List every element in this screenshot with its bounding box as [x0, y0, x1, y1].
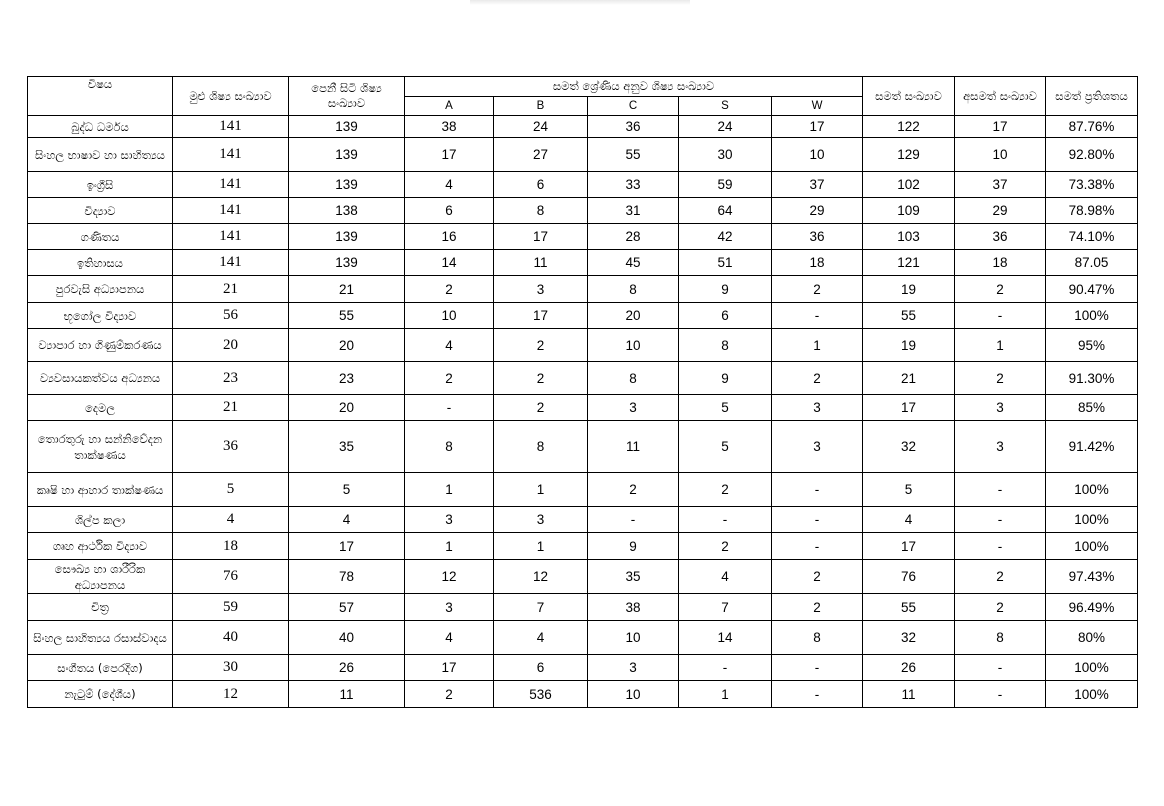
- cell-grade-w: 8: [772, 621, 863, 655]
- cell-total-students: 5: [173, 473, 289, 507]
- cell-pass-percentage: 87.05: [1046, 250, 1138, 276]
- header-fail-count: අසමත් සංඛ්‍යාව: [955, 77, 1046, 116]
- cell-sat-students: 78: [289, 560, 405, 594]
- cell-pass-count: 76: [863, 560, 955, 594]
- cell-grade-w: -: [772, 533, 863, 560]
- table-row: [28, 172, 1138, 198]
- cell-grade-s: 5: [679, 421, 772, 473]
- cell-subject: සෞඛ්‍ය හා ශාරීරික අධ්‍යාපනය: [28, 560, 173, 594]
- cell-subject: නැටුම් (දේශීය): [28, 681, 173, 708]
- header-grade-a: A: [405, 97, 494, 116]
- cell-sat-students: 139: [289, 172, 405, 198]
- cell-fail-count: -: [955, 507, 1046, 533]
- cell-grade-w: 3: [772, 421, 863, 473]
- cell-total-students: 141: [173, 138, 289, 172]
- cell-fail-count: -: [955, 533, 1046, 560]
- cell-pass-count: 26: [863, 655, 955, 681]
- cell-total-students: 141: [173, 224, 289, 250]
- cell-grade-s: 2: [679, 533, 772, 560]
- cell-pass-count: 103: [863, 224, 955, 250]
- cell-pass-count: 19: [863, 276, 955, 303]
- cell-grade-c: 2: [588, 473, 679, 507]
- cell-grade-b: 536: [494, 681, 588, 708]
- cell-grade-w: 17: [772, 116, 863, 138]
- header-grade-w: W: [772, 97, 863, 116]
- cell-subject: සිංහල සාහිත්‍යය රසාස්වාදය: [28, 621, 173, 655]
- cell-sat-students: 11: [289, 681, 405, 708]
- cell-pass-count: 55: [863, 303, 955, 329]
- cell-sat-students: 23: [289, 362, 405, 395]
- table-row: [28, 250, 1138, 276]
- header-subject: විෂය: [28, 77, 173, 116]
- cell-grade-b: 8: [494, 198, 588, 224]
- cell-pass-percentage: 92.80%: [1046, 138, 1138, 172]
- cell-pass-percentage: 95%: [1046, 329, 1138, 362]
- cell-total-students: 56: [173, 303, 289, 329]
- cell-pass-count: 129: [863, 138, 955, 172]
- table-row: [28, 507, 1138, 533]
- cell-subject: ඉංග්‍රීසි: [28, 172, 173, 198]
- cell-grade-b: 4: [494, 621, 588, 655]
- cell-fail-count: -: [955, 655, 1046, 681]
- cell-sat-students: 139: [289, 138, 405, 172]
- cell-grade-a: 16: [405, 224, 494, 250]
- cell-pass-percentage: 100%: [1046, 303, 1138, 329]
- cell-grade-a: 2: [405, 681, 494, 708]
- cell-grade-c: 9: [588, 533, 679, 560]
- cell-grade-b: 3: [494, 276, 588, 303]
- cell-grade-a: 8: [405, 421, 494, 473]
- cell-pass-percentage: 100%: [1046, 655, 1138, 681]
- cell-grade-s: 9: [679, 276, 772, 303]
- cell-subject: ගෘහ ආර්ථික විද්‍යාව: [28, 533, 173, 560]
- cell-fail-count: 29: [955, 198, 1046, 224]
- cell-grade-c: 45: [588, 250, 679, 276]
- cell-grade-s: 59: [679, 172, 772, 198]
- table-row: [28, 681, 1138, 708]
- cell-grade-b: 2: [494, 362, 588, 395]
- cell-grade-w: 2: [772, 560, 863, 594]
- cell-subject: සිංහල භාෂාව හා සාහිත්‍යය: [28, 138, 173, 172]
- header-grade-s: S: [679, 97, 772, 116]
- cell-total-students: 40: [173, 621, 289, 655]
- cell-grade-s: 9: [679, 362, 772, 395]
- cell-grade-a: 17: [405, 655, 494, 681]
- table-row: [28, 421, 1138, 473]
- cell-grade-a: 6: [405, 198, 494, 224]
- cell-grade-s: 14: [679, 621, 772, 655]
- cell-sat-students: 20: [289, 395, 405, 421]
- cell-pass-percentage: 87.76%: [1046, 116, 1138, 138]
- cell-grade-c: 28: [588, 224, 679, 250]
- cell-grade-c: 31: [588, 198, 679, 224]
- cell-pass-percentage: 96.49%: [1046, 594, 1138, 621]
- cell-total-students: 18: [173, 533, 289, 560]
- cell-grade-b: 6: [494, 172, 588, 198]
- cell-grade-w: 3: [772, 395, 863, 421]
- cell-pass-percentage: 78.98%: [1046, 198, 1138, 224]
- cell-grade-w: -: [772, 303, 863, 329]
- cell-grade-s: 64: [679, 198, 772, 224]
- cell-grade-c: 35: [588, 560, 679, 594]
- cell-fail-count: 8: [955, 621, 1046, 655]
- cell-grade-a: 14: [405, 250, 494, 276]
- cell-grade-a: 38: [405, 116, 494, 138]
- cell-grade-b: 17: [494, 224, 588, 250]
- cell-grade-w: 1: [772, 329, 863, 362]
- table-header: [28, 77, 1138, 116]
- cell-pass-count: 102: [863, 172, 955, 198]
- cell-sat-students: 26: [289, 655, 405, 681]
- cell-sat-students: 21: [289, 276, 405, 303]
- cell-pass-count: 122: [863, 116, 955, 138]
- cell-sat-students: 5: [289, 473, 405, 507]
- cell-total-students: 20: [173, 329, 289, 362]
- header-passed-by-grade: සමත් ශ්‍රේණිය අනුව ශිෂ්‍ය සංඛ්‍යාව: [405, 77, 863, 97]
- cell-subject: ව්‍යවසායකත්වය අධ්‍යනය: [28, 362, 173, 395]
- cell-grade-w: -: [772, 473, 863, 507]
- cell-fail-count: 36: [955, 224, 1046, 250]
- table-row: [28, 621, 1138, 655]
- cell-grade-a: 1: [405, 533, 494, 560]
- cell-pass-percentage: 73.38%: [1046, 172, 1138, 198]
- table-body: [28, 116, 1138, 708]
- header-grade-c: C: [588, 97, 679, 116]
- cell-grade-w: 2: [772, 276, 863, 303]
- cell-grade-s: 8: [679, 329, 772, 362]
- cell-grade-b: 6: [494, 655, 588, 681]
- cell-grade-b: 24: [494, 116, 588, 138]
- cell-pass-count: 17: [863, 395, 955, 421]
- cell-pass-count: 32: [863, 421, 955, 473]
- cell-pass-count: 4: [863, 507, 955, 533]
- cell-grade-w: -: [772, 655, 863, 681]
- cell-pass-percentage: 90.47%: [1046, 276, 1138, 303]
- cell-grade-c: 55: [588, 138, 679, 172]
- table-row: [28, 395, 1138, 421]
- cell-pass-count: 5: [863, 473, 955, 507]
- cell-pass-percentage: 85%: [1046, 395, 1138, 421]
- cell-subject: කෘෂි හා ආහාර තාක්ෂණය: [28, 473, 173, 507]
- cell-grade-a: 4: [405, 172, 494, 198]
- cell-pass-percentage: 74.10%: [1046, 224, 1138, 250]
- cell-grade-s: -: [679, 655, 772, 681]
- cell-pass-count: 109: [863, 198, 955, 224]
- table-row: [28, 655, 1138, 681]
- cell-grade-c: 3: [588, 655, 679, 681]
- cell-grade-a: 17: [405, 138, 494, 172]
- cell-pass-percentage: 100%: [1046, 533, 1138, 560]
- header-pass-percentage: සමත් ප්‍රතිශතය: [1046, 77, 1138, 116]
- cell-grade-s: 51: [679, 250, 772, 276]
- cell-fail-count: 3: [955, 421, 1046, 473]
- cell-grade-s: 5: [679, 395, 772, 421]
- cell-grade-s: 4: [679, 560, 772, 594]
- cell-grade-b: 8: [494, 421, 588, 473]
- cell-subject: ව්‍යාපාර හා ගිණුම්කරණය: [28, 329, 173, 362]
- cell-grade-c: 8: [588, 362, 679, 395]
- table-row: [28, 594, 1138, 621]
- cell-grade-w: -: [772, 507, 863, 533]
- cell-pass-percentage: 91.42%: [1046, 421, 1138, 473]
- cell-grade-b: 7: [494, 594, 588, 621]
- cell-grade-w: 37: [772, 172, 863, 198]
- header-pass-count: සමත් සංඛ්‍යාව: [863, 77, 955, 116]
- cell-pass-count: 121: [863, 250, 955, 276]
- cell-sat-students: 55: [289, 303, 405, 329]
- cell-grade-c: 11: [588, 421, 679, 473]
- cell-grade-a: -: [405, 395, 494, 421]
- cell-pass-count: 11: [863, 681, 955, 708]
- table-row: [28, 473, 1138, 507]
- cell-sat-students: 139: [289, 224, 405, 250]
- cell-grade-b: 2: [494, 329, 588, 362]
- cell-subject: තොරතුරු හා සන්නිවේදන තාක්ෂණය: [28, 421, 173, 473]
- cell-pass-percentage: 100%: [1046, 473, 1138, 507]
- cell-grade-s: 42: [679, 224, 772, 250]
- cell-subject: චිත්‍ර: [28, 594, 173, 621]
- header-sat-students: පෙනී සිටි ශිෂ්‍ය සංඛ්‍යාව: [289, 77, 405, 116]
- cell-pass-count: 19: [863, 329, 955, 362]
- table-row: [28, 560, 1138, 594]
- cell-fail-count: 17: [955, 116, 1046, 138]
- top-edge-shadow: [470, 0, 690, 5]
- cell-grade-w: 36: [772, 224, 863, 250]
- cell-subject: දෙමල: [28, 395, 173, 421]
- cell-fail-count: 3: [955, 395, 1046, 421]
- cell-subject: ශිල්ප කලා: [28, 507, 173, 533]
- cell-sat-students: 138: [289, 198, 405, 224]
- cell-pass-count: 17: [863, 533, 955, 560]
- cell-grade-s: 7: [679, 594, 772, 621]
- cell-grade-a: 2: [405, 362, 494, 395]
- cell-sat-students: 139: [289, 116, 405, 138]
- cell-grade-w: 10: [772, 138, 863, 172]
- cell-grade-s: 6: [679, 303, 772, 329]
- cell-grade-a: 2: [405, 276, 494, 303]
- cell-fail-count: -: [955, 681, 1046, 708]
- cell-grade-b: 11: [494, 250, 588, 276]
- table-row: [28, 329, 1138, 362]
- table-row: [28, 224, 1138, 250]
- cell-total-students: 30: [173, 655, 289, 681]
- cell-pass-count: 21: [863, 362, 955, 395]
- cell-fail-count: -: [955, 303, 1046, 329]
- cell-total-students: 21: [173, 395, 289, 421]
- cell-fail-count: 18: [955, 250, 1046, 276]
- cell-fail-count: 1: [955, 329, 1046, 362]
- cell-total-students: 21: [173, 276, 289, 303]
- cell-grade-w: 2: [772, 594, 863, 621]
- cell-grade-b: 27: [494, 138, 588, 172]
- cell-grade-c: 10: [588, 621, 679, 655]
- cell-grade-s: 30: [679, 138, 772, 172]
- cell-subject: සංගීතය (පෙරදිග): [28, 655, 173, 681]
- cell-grade-c: 10: [588, 329, 679, 362]
- cell-total-students: 12: [173, 681, 289, 708]
- cell-pass-percentage: 100%: [1046, 507, 1138, 533]
- table-row: [28, 303, 1138, 329]
- cell-fail-count: 37: [955, 172, 1046, 198]
- cell-sat-students: 17: [289, 533, 405, 560]
- cell-grade-b: 2: [494, 395, 588, 421]
- cell-grade-c: 38: [588, 594, 679, 621]
- cell-sat-students: 40: [289, 621, 405, 655]
- cell-grade-w: -: [772, 681, 863, 708]
- cell-grade-a: 3: [405, 507, 494, 533]
- cell-pass-percentage: 100%: [1046, 681, 1138, 708]
- cell-total-students: 59: [173, 594, 289, 621]
- cell-subject: භූගෝල විද්‍යාව: [28, 303, 173, 329]
- cell-grade-c: 3: [588, 395, 679, 421]
- cell-sat-students: 4: [289, 507, 405, 533]
- cell-grade-s: -: [679, 507, 772, 533]
- cell-grade-b: 1: [494, 473, 588, 507]
- cell-pass-percentage: 80%: [1046, 621, 1138, 655]
- cell-grade-a: 12: [405, 560, 494, 594]
- cell-total-students: 36: [173, 421, 289, 473]
- cell-grade-w: 2: [772, 362, 863, 395]
- cell-sat-students: 35: [289, 421, 405, 473]
- cell-pass-count: 55: [863, 594, 955, 621]
- cell-fail-count: 2: [955, 362, 1046, 395]
- cell-pass-percentage: 91.30%: [1046, 362, 1138, 395]
- cell-sat-students: 139: [289, 250, 405, 276]
- table-row: [28, 138, 1138, 172]
- cell-sat-students: 57: [289, 594, 405, 621]
- cell-pass-percentage: 97.43%: [1046, 560, 1138, 594]
- cell-grade-s: 1: [679, 681, 772, 708]
- cell-grade-a: 4: [405, 329, 494, 362]
- cell-grade-c: -: [588, 507, 679, 533]
- cell-grade-s: 24: [679, 116, 772, 138]
- header-grade-b: B: [494, 97, 588, 116]
- cell-grade-c: 10: [588, 681, 679, 708]
- cell-subject: පුරවැසි අධ්‍යාපනය: [28, 276, 173, 303]
- cell-grade-b: 12: [494, 560, 588, 594]
- table-row: [28, 198, 1138, 224]
- table-row: [28, 116, 1138, 138]
- table-row: [28, 362, 1138, 395]
- cell-subject: විද්‍යාව: [28, 198, 173, 224]
- cell-subject: බුද්ධ ධර්මය: [28, 116, 173, 138]
- table-row: [28, 276, 1138, 303]
- cell-fail-count: 2: [955, 594, 1046, 621]
- cell-grade-c: 36: [588, 116, 679, 138]
- cell-fail-count: 2: [955, 560, 1046, 594]
- cell-fail-count: -: [955, 473, 1046, 507]
- results-table: [27, 76, 1138, 708]
- cell-total-students: 141: [173, 116, 289, 138]
- cell-grade-b: 17: [494, 303, 588, 329]
- cell-total-students: 141: [173, 198, 289, 224]
- cell-grade-s: 2: [679, 473, 772, 507]
- cell-grade-a: 3: [405, 594, 494, 621]
- cell-grade-w: 18: [772, 250, 863, 276]
- cell-total-students: 141: [173, 172, 289, 198]
- cell-fail-count: 10: [955, 138, 1046, 172]
- cell-grade-a: 10: [405, 303, 494, 329]
- cell-grade-b: 3: [494, 507, 588, 533]
- cell-grade-c: 20: [588, 303, 679, 329]
- cell-sat-students: 20: [289, 329, 405, 362]
- cell-grade-a: 4: [405, 621, 494, 655]
- cell-grade-w: 29: [772, 198, 863, 224]
- cell-fail-count: 2: [955, 276, 1046, 303]
- cell-grade-b: 1: [494, 533, 588, 560]
- table-row: [28, 533, 1138, 560]
- cell-grade-c: 8: [588, 276, 679, 303]
- cell-grade-c: 33: [588, 172, 679, 198]
- cell-total-students: 141: [173, 250, 289, 276]
- cell-total-students: 4: [173, 507, 289, 533]
- cell-total-students: 23: [173, 362, 289, 395]
- cell-subject: ඉතිහාසය: [28, 250, 173, 276]
- cell-pass-count: 32: [863, 621, 955, 655]
- cell-subject: ගණිතය: [28, 224, 173, 250]
- cell-total-students: 76: [173, 560, 289, 594]
- cell-grade-a: 1: [405, 473, 494, 507]
- header-total-students: මුළු ශිෂ්‍ය සංඛ්‍යාව: [173, 77, 289, 116]
